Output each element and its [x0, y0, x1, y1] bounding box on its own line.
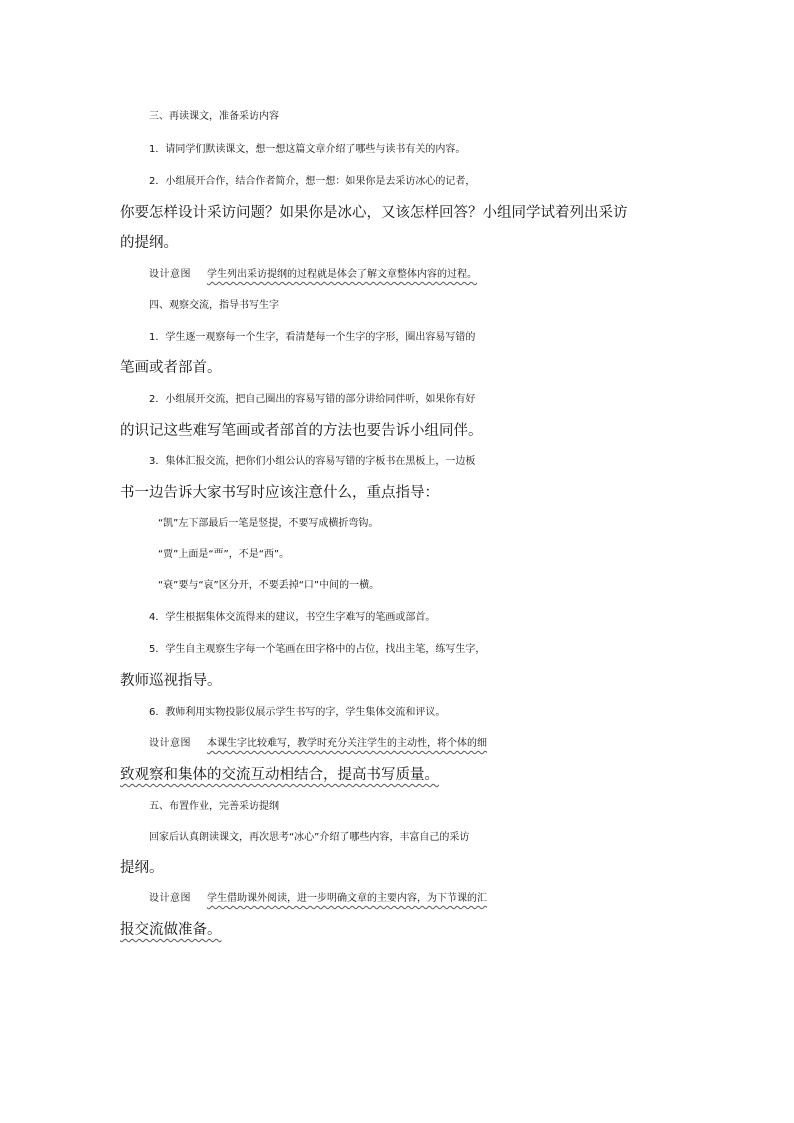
- paragraph-line: 回家后认真朗读课文，再次思考“冰心”介绍了哪些内容，丰富自己的采访: [149, 832, 470, 843]
- paragraph-line: 的识记这些难写笔画或者部首的方法也要告诉小组同伴。: [120, 423, 483, 439]
- paragraph-line: 3．集体汇报交流，把你们小组公认的容易写错的字板书在黑板上，一边板: [149, 456, 476, 467]
- paragraph-line: 2．小组展开交流，把自己圈出的容易写错的部分讲给同伴听，如果你有好: [149, 394, 476, 405]
- paragraph-line: 4．学生根据集体交流得来的建议，书空生字难写的笔画或部首。: [149, 612, 436, 623]
- design-intent-text: 报交流做准备。: [120, 922, 222, 938]
- design-intent: [149, 265, 709, 285]
- section-heading: 四、观察交流，指导书写生字: [149, 300, 279, 311]
- design-intent-text: 致观察和集体的交流互动相结合，提高书写质量。: [120, 767, 439, 783]
- paragraph-line: 5．学生自主观察生字每一个笔画在田字格中的占位，找出主笔，练写生字，: [149, 644, 486, 655]
- paragraph-line: 笔画或者部首。: [120, 360, 222, 376]
- design-intent-label: 设计意图: [149, 738, 191, 749]
- design-intent-text: 学生列出采访提纲的过程就是体会了解文章整体内容的过程。: [207, 269, 477, 280]
- design-intent-label: 设计意图: [149, 269, 191, 280]
- paragraph-line: 1．请同学们默读课文，想一想这篇文章介绍了哪些与读书有关的内容。: [149, 144, 466, 155]
- paragraph-line: 教师巡视指导。: [120, 673, 222, 689]
- design-intent: [149, 889, 709, 909]
- design-intent-text: 本课生字比较难写，教学时充分关注学生的主动性，将个体的细: [207, 738, 487, 749]
- paragraph-line: “衰”要与“哀”区分开，不要丢掉“口”中间的一横。: [158, 580, 380, 591]
- section-heading: 五、布置作业，完善采访提纲: [149, 801, 279, 812]
- paragraph-line: 6．教师利用实物投影仪展示学生书写的字，学生集体交流和评议。: [149, 707, 446, 718]
- section-heading: 三、再读课文，准备采访内容: [149, 111, 279, 122]
- paragraph-line: 的提纲。: [120, 235, 178, 251]
- paragraph-line: “凯”左下部最后一笔是竖提，不要写成横折弯钩。: [158, 518, 379, 529]
- design-intent-text: 学生借助课外阅读，进一步明确文章的主要内容，为下节课的汇: [207, 893, 487, 904]
- design-intent-continued: [120, 765, 680, 785]
- paragraph-line: 2．小组展开合作，结合作者简介，想一想：如果你是去采访冰心的记者，: [149, 176, 476, 187]
- paragraph-line: 你要怎样设计采访问题？如果你是冰心，又该怎样回答？小组同学试着列出采访: [120, 205, 628, 221]
- design-intent-continued: [120, 920, 680, 940]
- paragraph-line: 书一边告诉大家书写时应该注意什么，重点指导：: [120, 485, 439, 501]
- design-intent: [149, 734, 709, 754]
- design-intent-label: 设计意图: [149, 893, 191, 904]
- paragraph-line: 1．学生逐一观察每一个生字，看清楚每一个生字的字形，圈出容易写错的: [149, 332, 476, 343]
- paragraph-line: 提纲。: [120, 860, 164, 876]
- paragraph-line: “贾”上面是“覀”，不是“西”。: [158, 549, 290, 560]
